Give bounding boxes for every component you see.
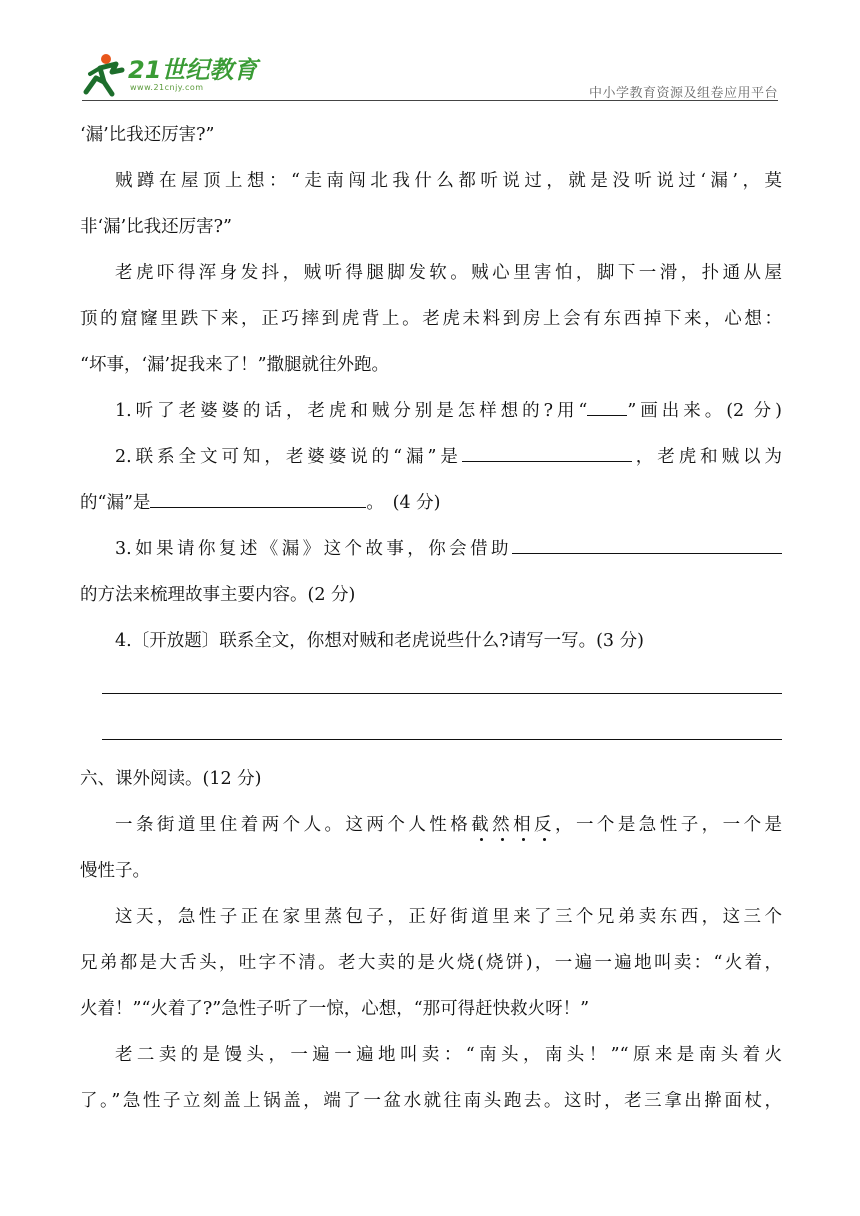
question-4: 4.〔开放题〕联系全文，你想对贼和老虎说些什么?请写一写。(3 分) (115, 631, 644, 651)
reading-line: 兄弟都是大舌头，吐字不清。老大卖的是火烧(烧饼)，一遍一遍地叫卖：“火着， (80, 953, 782, 973)
passage-line: 非‘漏’比我还厉害?” (80, 217, 232, 237)
header-divider (82, 100, 778, 101)
reading-line: 了。”急性子立刻盖上锅盖，端了一盆水就往南头跑去。这时，老三拿出擀面杖， (80, 1091, 782, 1111)
reading-line (80, 802, 782, 848)
q1-text-a: 1.听了老婆婆的话，老虎和贼分别是怎样想的?用“ (115, 401, 588, 421)
emphasis-char: 相 (513, 815, 535, 835)
q2-text-c: 的“漏”是 (80, 493, 151, 513)
q4-answer-line-1[interactable] (80, 664, 782, 710)
emphasis-char: 然 (492, 815, 514, 835)
logo-url: www.21cnjy.com (130, 83, 204, 92)
passage-line: “坏事，‘漏’捉我来了！”撒腿就往外跑。 (80, 355, 390, 375)
question-1 (80, 388, 782, 434)
question-2-cont (80, 480, 782, 526)
q1-text-b: ”画出来。(2 分) (627, 401, 782, 421)
passage-line: 贼蹲在屋顶上想：“走南闯北我什么都听说过，就是没听说过‘漏’，莫 (115, 171, 782, 191)
reading-line: 火着！”“火着了?”急性子听了一惊，心想，“那可得赶快救火呀！” (80, 999, 590, 1019)
q2-text-a: 2.联系全文可知，老婆婆说的“漏”是 (115, 447, 462, 467)
q2-text-d: 。 (4 分) (366, 493, 441, 513)
reading-text: ，一个是急性子，一个是 (555, 815, 783, 835)
q3-text-a: 3.如果请你复述《漏》这个故事，你会借助 (115, 539, 512, 559)
q2-text-b: ，老虎和贼以为 (631, 447, 783, 467)
q2-answer-blank-1[interactable] (462, 442, 632, 462)
page-header (0, 0, 860, 104)
q3-answer-blank[interactable] (512, 534, 782, 554)
section-6-title: 六、课外阅读。(12 分) (80, 769, 262, 789)
reading-line: 这天，急性子正在家里蒸包子，正好街道里来了三个兄弟卖东西，这三个 (115, 907, 782, 927)
logo (82, 52, 262, 98)
q1-underline-sample (587, 396, 627, 416)
reading-text: 一条街道里住着两个人。这两个人性格 (115, 815, 472, 835)
question-3-cont: 的方法来梳理故事主要内容。(2 分) (80, 585, 356, 605)
question-2 (80, 434, 782, 480)
emphasis-char: 截 (471, 815, 493, 835)
reading-line: 老二卖的是馒头，一遍一遍地叫卖：“南头，南头！”“原来是南头着火 (115, 1045, 782, 1065)
reading-line: 慢性子。 (80, 861, 150, 881)
q2-answer-blank-2[interactable] (150, 488, 366, 508)
q4-answer-line-2[interactable] (80, 710, 782, 756)
platform-title: 中小学教育资源及组卷应用平台 (588, 86, 778, 101)
page-content (80, 112, 782, 1124)
passage-line: ‘漏’比我还厉害?” (80, 125, 215, 145)
logo-text: 21世纪教育 (128, 56, 258, 84)
passage-line: 老虎吓得浑身发抖，贼听得腿脚发软。贼心里害怕，脚下一滑，扑通从屋 (115, 263, 782, 283)
passage-line: 顶的窟窿里跌下来，正巧摔到虎背上。老虎未料到房上会有东西掉下来，心想： (80, 309, 782, 329)
emphasis-char: 反 (534, 815, 555, 835)
question-3 (80, 526, 782, 572)
